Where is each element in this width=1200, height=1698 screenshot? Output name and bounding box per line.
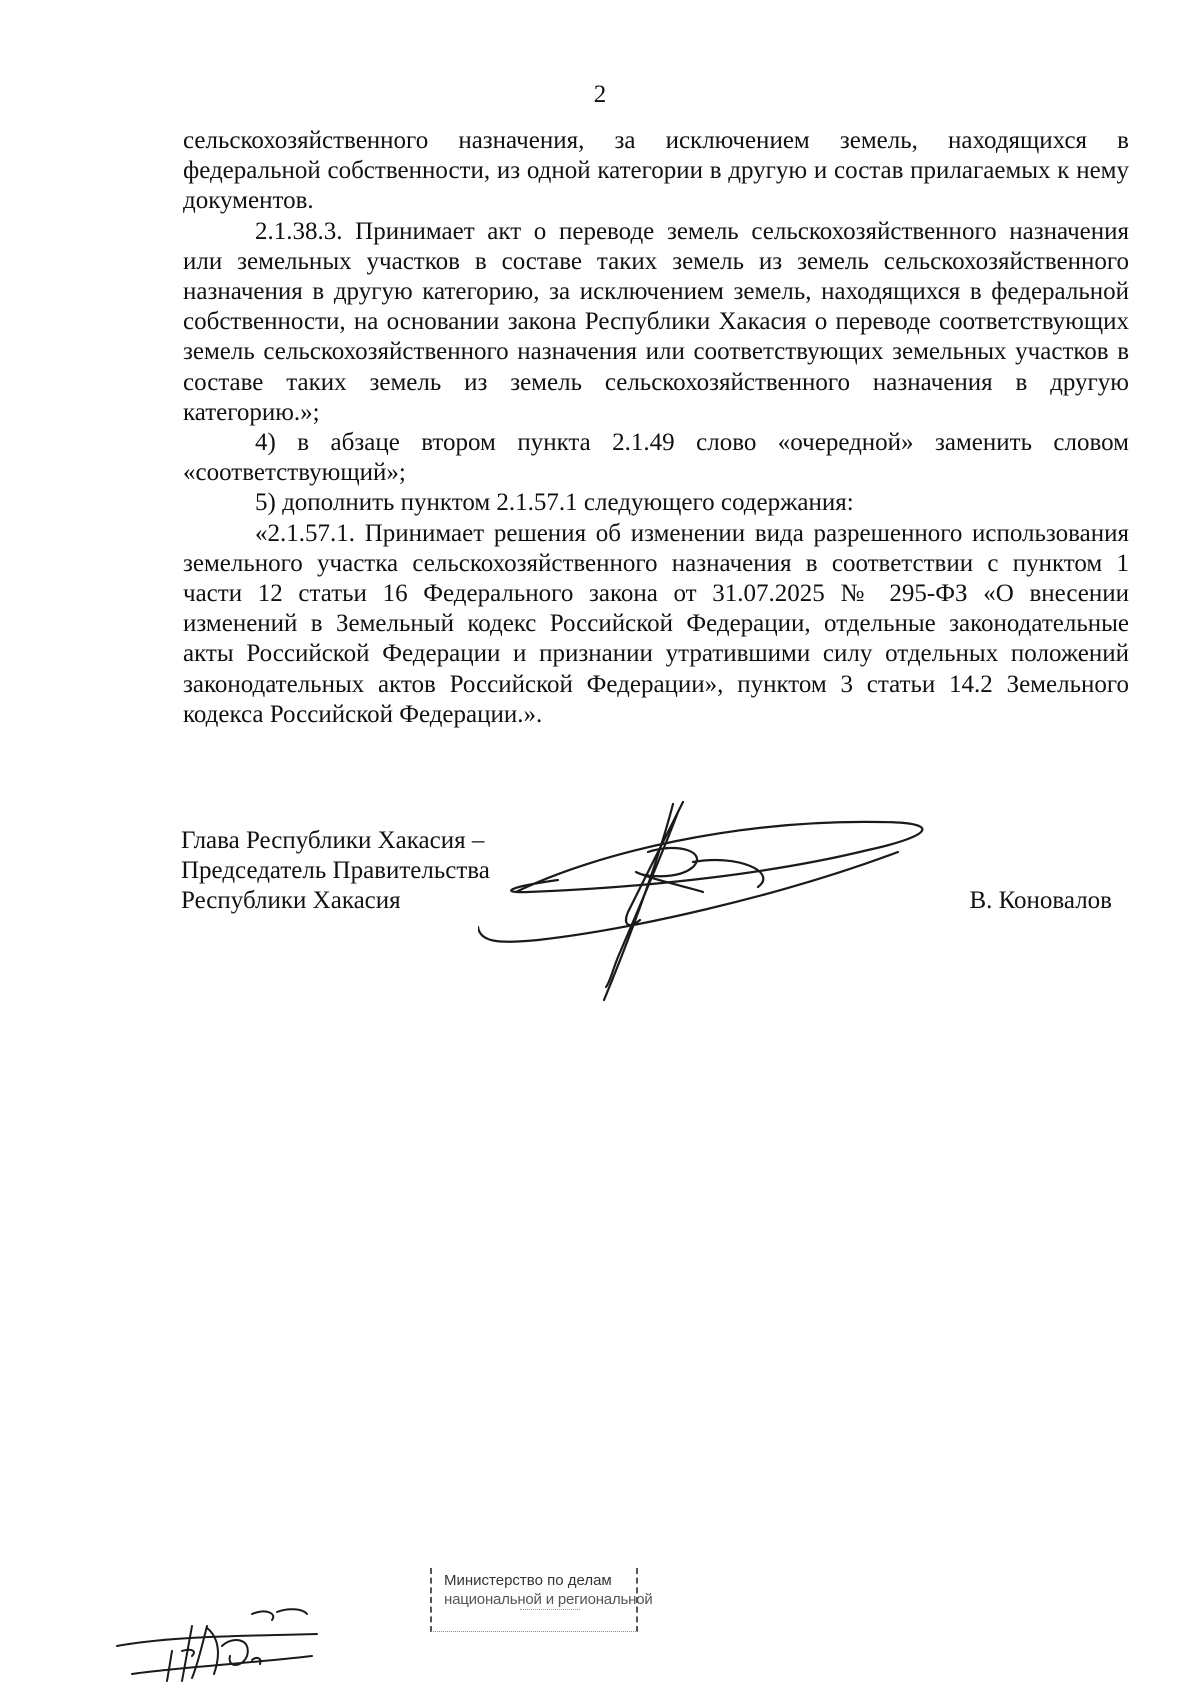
registration-stamp [430,1568,653,1632]
paragraph: 4) в абзаце втором пункта 2.1.49 слово «очередной» заменить словом «соответствующий»; [183,429,1129,487]
handwritten-initials [112,1596,332,1686]
signer-position-line: Республики Хакасия [181,887,401,914]
signer-name: В. Коновалов [969,887,1112,914]
stamp-line: Министерство по делам [444,1572,612,1589]
handwritten-signature [478,792,958,1002]
signer-position-line: Глава Республики Хакасия – [181,827,485,854]
stamp-line: национальной и региональной [444,1591,653,1608]
paragraph: сельскохозяйственного назначения, за исключением земель, находящихся в федеральной собственности, из одной категории в другую и состав прилагаемых к нему документов. [183,127,1129,215]
paragraph: 5) дополнить пунктом 2.1.57.1 следующего содержания: [255,489,854,517]
stamp-underline [520,1609,580,1616]
signer-position [181,826,490,916]
signer-position-line: Председатель Правительства [181,857,490,884]
paragraph: «2.1.57.1. Принимает решения об изменении вида разрешенного использования земельного участка сельскохозяйственного назначения в соответствии с пунктом 1 части 12 статьи 16 Федерального закона от 31.07.2025 № 295-ФЗ «О внесении изменений в Земельный кодекс Российской Федерации, отдельные законодательные акты Российской Федерации и признании утратившими силу отдельных положений законодательных актов Российской Федерации», пунктом 3 статьи 14.2 Земельного кодекса Российской Федерации.». [183,519,1129,728]
document-body [183,126,1129,730]
page-number: 2 [593,81,607,108]
paragraph: 2.1.38.3. Принимает акт о переводе земель сельскохозяйственного назначения или земельных участков в составе таких земель из земель сельскохозяйственного назначения в другую категорию, за исключением земель, находящихся в федеральной собственности, на основании закона Республики Хакасия о переводе соответствующих земель сельскохозяйственного назначения или соответствующих земельных участков в составе таких земель из земель сельскохозяйственного назначения в другую категорию.»; [183,217,1129,426]
